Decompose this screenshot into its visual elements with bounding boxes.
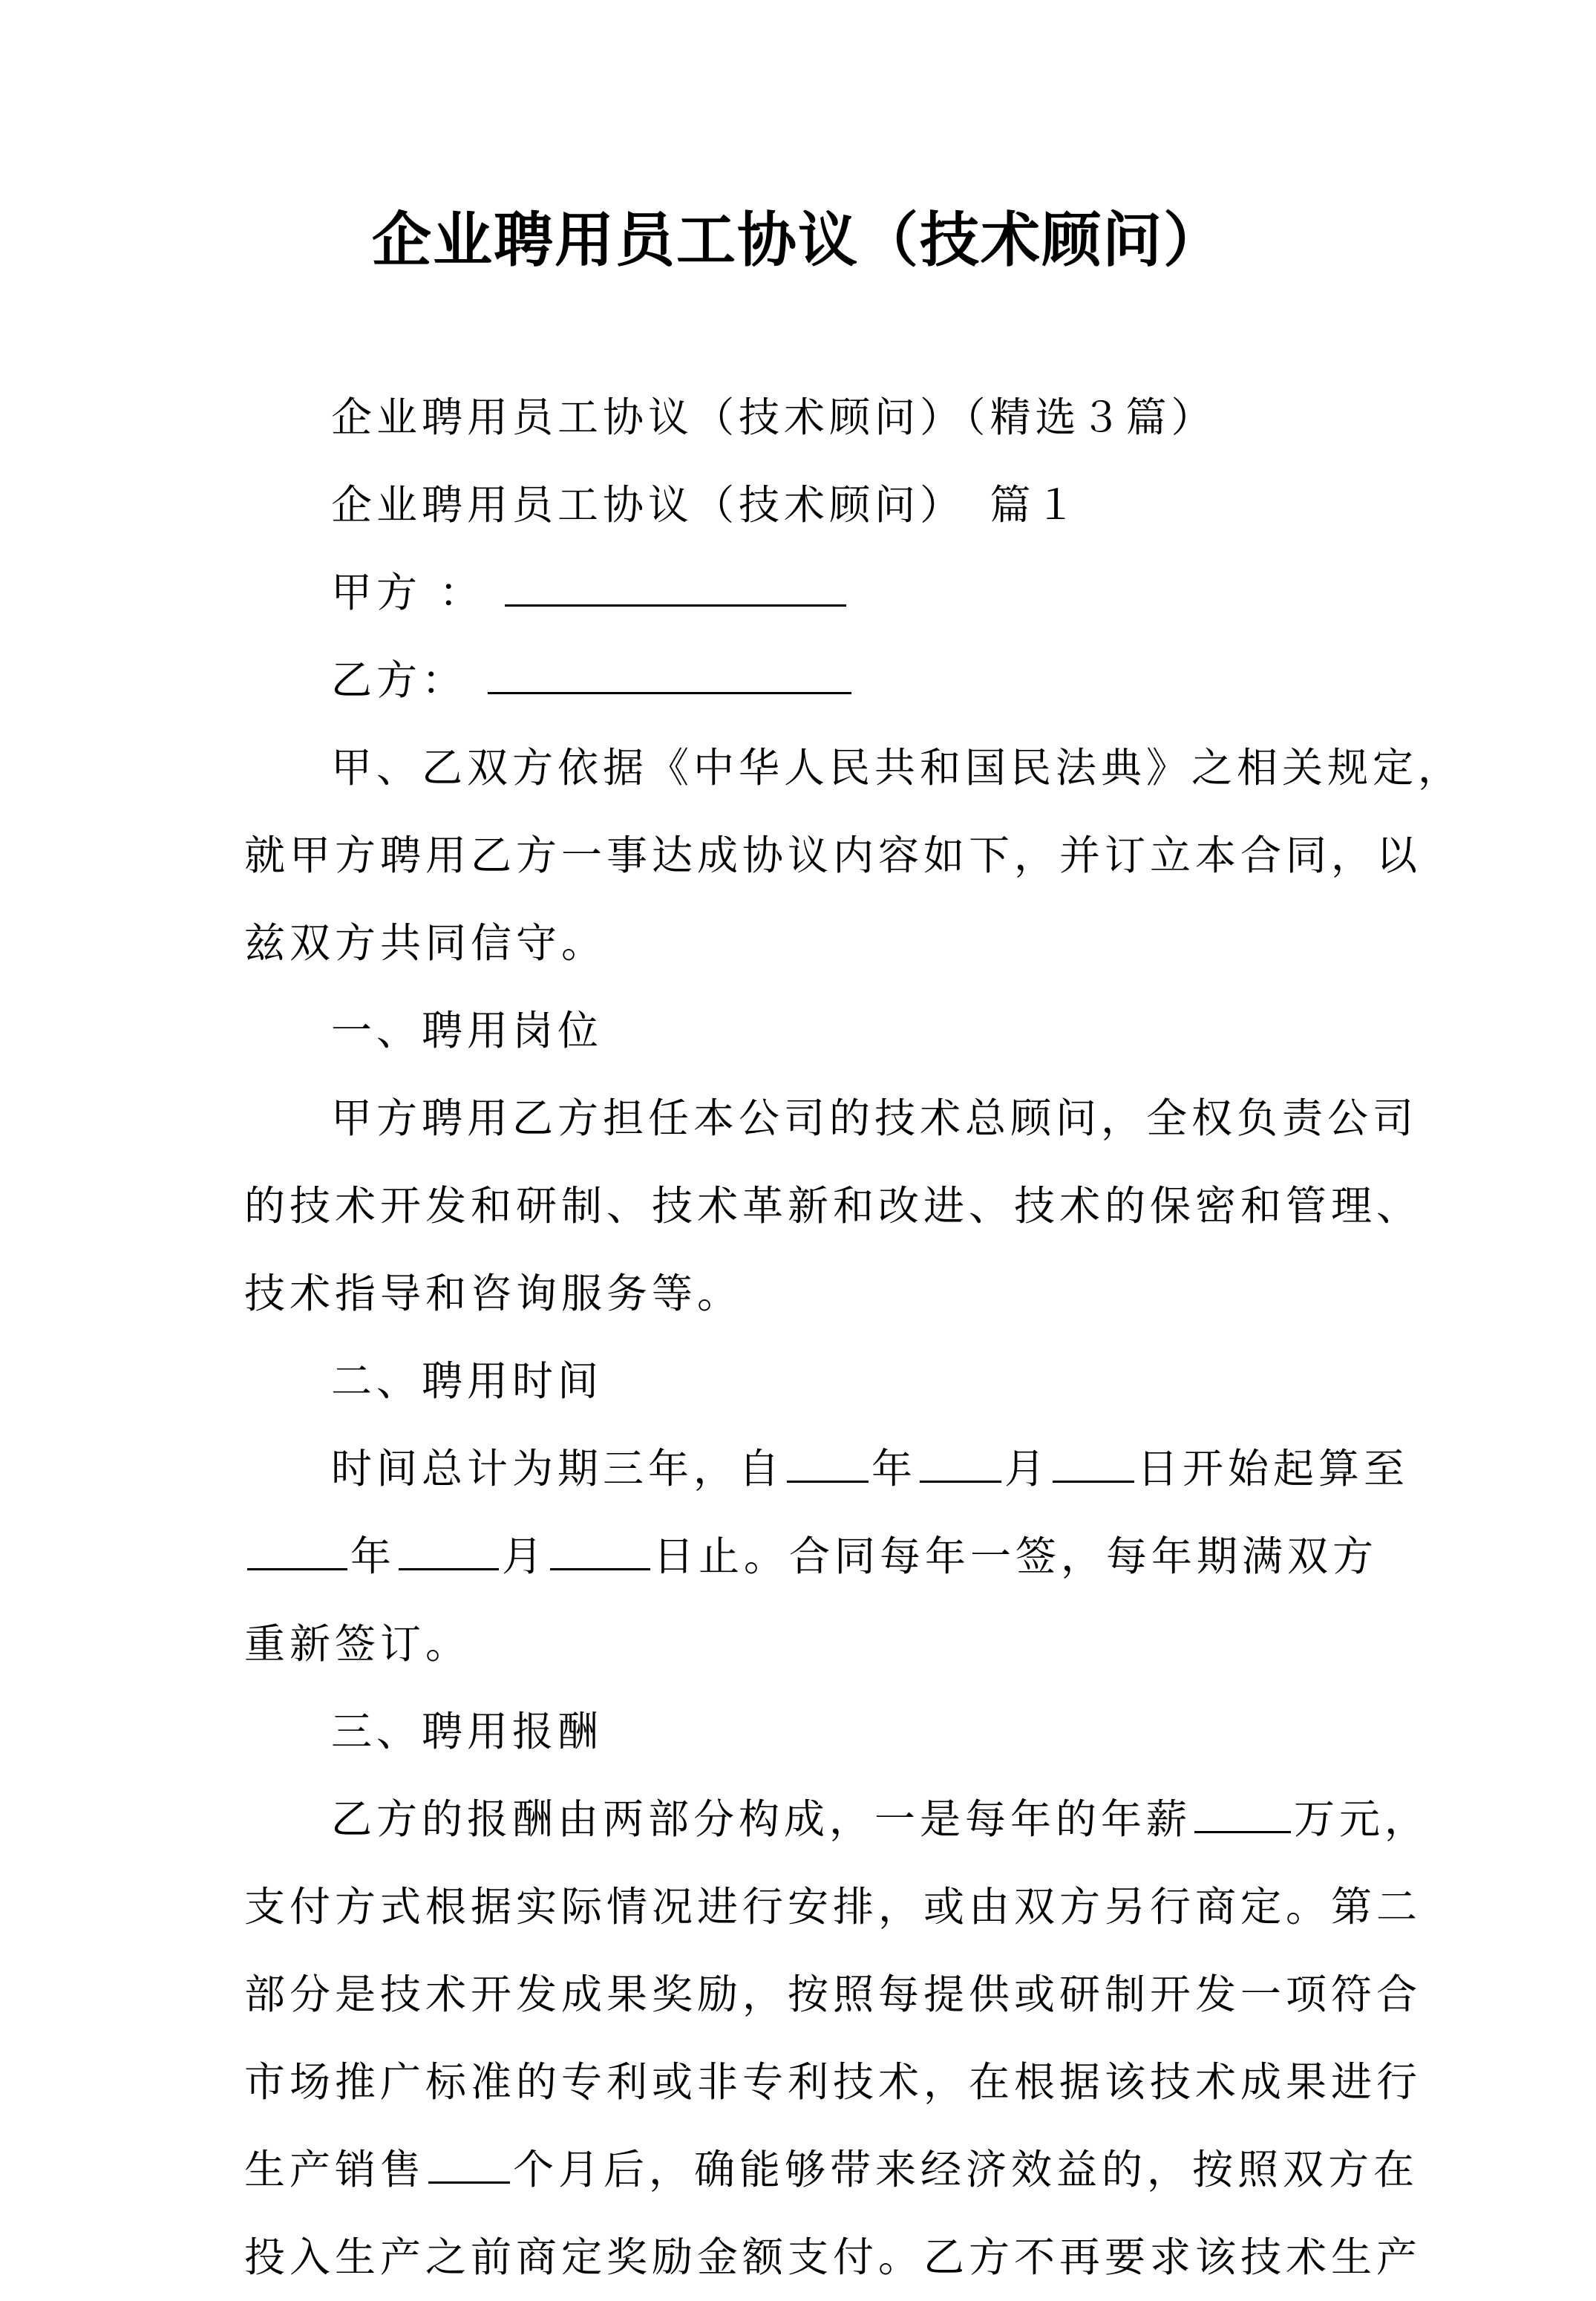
- end-month-blank[interactable]: [399, 1522, 499, 1570]
- section-1-line: 技术指导和咨询服务等。: [244, 1270, 743, 1317]
- section-3-line: [244, 2126, 1419, 2213]
- section-3-line: 支付方式根据实际情况进行安排，或由双方另行商定。第二: [244, 1883, 1422, 1930]
- months-blank[interactable]: [428, 2135, 510, 2184]
- party-b-line: [244, 636, 1387, 724]
- party-b-label: 乙方：: [331, 656, 468, 704]
- section-3-line: 市场推广标准的专利或非专利技术，在根据该技术成果进行: [244, 2058, 1422, 2106]
- section-3-line: 部分是技术开发成果奖励，按照每提供或研制开发一项符合: [244, 1971, 1422, 2018]
- party-a-line: [244, 549, 1387, 636]
- year-label: 年: [871, 1445, 918, 1492]
- subtitle: 企业聘用员工协议（技术顾问）（精选３篇）: [331, 394, 1217, 441]
- section-2-line: [244, 1425, 1410, 1512]
- section-2-text: 日开始起算至: [1137, 1445, 1410, 1492]
- document-body: [244, 373, 1464, 2301]
- section-1-line: 的技术开发和研制、技术革新和改进、技术的保密和管理、: [244, 1182, 1422, 1230]
- month-label: 月: [502, 1533, 548, 1580]
- document-title: 企业聘用员工协议（技术顾问）: [372, 205, 1224, 275]
- party-b-blank[interactable]: [488, 646, 851, 694]
- section-1-heading: 一、聘用岗位: [331, 1007, 604, 1054]
- start-year-blank[interactable]: [787, 1435, 869, 1483]
- intro-line: 就甲方聘用乙方一事达成协议内容如下，并订立本合同，以: [244, 832, 1422, 879]
- end-year-blank[interactable]: [247, 1522, 347, 1570]
- section-2-text: 日止。合同每年一签，每年期满双方: [653, 1533, 1378, 1580]
- piece-title: 企业聘用员工协议（技术顾问） 篇１: [331, 481, 1081, 529]
- intro-line: 兹双方共同信守。: [244, 919, 607, 967]
- section-3-heading: 三、聘用报酬: [331, 1708, 604, 1755]
- section-3-text: 万元，: [1294, 1795, 1430, 1843]
- section-2-line: 重新签订。: [244, 1620, 471, 1668]
- party-a-label: 甲方 ：: [331, 569, 485, 616]
- section-3-line: [244, 1775, 1430, 1863]
- section-3-line: 投入生产之前商定奖励金额支付。乙方不再要求该技术生产: [244, 2233, 1422, 2281]
- end-day-blank[interactable]: [550, 1522, 650, 1570]
- party-a-blank[interactable]: [505, 558, 846, 607]
- start-month-blank[interactable]: [920, 1435, 1001, 1483]
- section-2-line: [244, 1512, 1387, 1600]
- section-3-text: 个月后，确能够带来经济效益的，按照双方在: [513, 2146, 1419, 2193]
- section-3-text: 生产销售: [244, 2146, 426, 2193]
- section-1-line: 甲方聘用乙方担任本公司的技术总顾问，全权负责公司: [331, 1094, 1419, 1142]
- section-2-heading: 二、聘用时间: [331, 1357, 604, 1405]
- year-label: 年: [350, 1533, 396, 1580]
- section-3-text: 乙方的报酬由两部分构成，一是每年的年薪: [331, 1795, 1192, 1843]
- section-2-text: 时间总计为期三年，自: [331, 1445, 785, 1492]
- salary-blank[interactable]: [1194, 1785, 1291, 1833]
- start-day-blank[interactable]: [1053, 1435, 1134, 1483]
- month-label: 月: [1004, 1445, 1050, 1492]
- intro-line: 甲、乙双方依据《中华人民共和国民法典》之相关规定，: [331, 744, 1464, 792]
